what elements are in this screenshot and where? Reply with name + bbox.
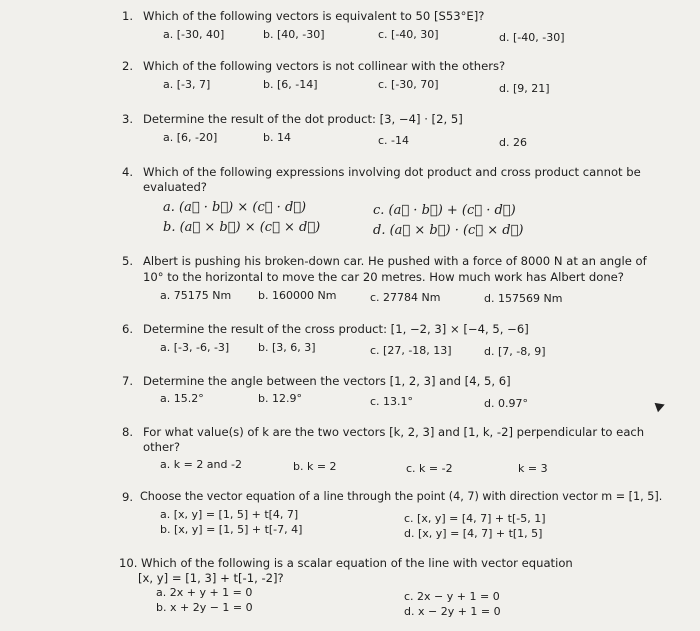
question-text-line-1: Which of the following is a scalar equation of the line with vector equation [141, 556, 573, 570]
option-c[interactable]: c. k = -2 [406, 462, 453, 475]
option-c[interactable]: c. [-30, 70] [378, 78, 439, 91]
option-d[interactable]: d. [7, -8, 9] [484, 345, 546, 358]
question-number: 9. [122, 490, 134, 504]
question-number: 10. [119, 556, 138, 570]
question-text: Determine the angle between the vectors [1, 2, 3] and [4, 5, 6] [143, 374, 511, 388]
question-text: Which of the following vectors is equivalent to 50 [S53°E]? [143, 9, 485, 23]
option-c[interactable]: c. (a⃗ · b⃗) + (c⃗ · d⃗) [373, 203, 516, 218]
option-b[interactable]: b. x + 2y − 1 = 0 [156, 601, 253, 614]
option-d[interactable]: d. 157569 Nm [484, 292, 563, 305]
option-d[interactable]: d. (a⃗ × b⃗) · (c⃗ × d⃗) [373, 223, 524, 238]
question-number: 1. [122, 9, 134, 23]
option-a[interactable]: a. [-3, 7] [163, 78, 211, 91]
option-c[interactable]: c. 2x − y + 1 = 0 [404, 590, 500, 603]
option-a[interactable]: a. 75175 Nm [160, 289, 232, 302]
option-b[interactable]: b. k = 2 [293, 460, 337, 473]
question-text: Determine the result of the dot product: [3, −4] · [2, 5] [143, 112, 463, 126]
option-b[interactable]: b. [6, -14] [263, 78, 318, 91]
question-text-line-2: evaluated? [143, 180, 207, 194]
option-a[interactable]: a. [6, -20] [163, 131, 218, 144]
option-d[interactable]: d. 0.97° [484, 397, 528, 410]
question-number: 3. [122, 112, 134, 126]
option-c[interactable]: c. [x, y] = [4, 7] + t[-5, 1] [404, 512, 546, 525]
option-c[interactable]: c. 13.1° [370, 395, 414, 408]
option-b[interactable]: b. 160000 Nm [258, 289, 337, 302]
option-a[interactable]: a. 2x + y + 1 = 0 [156, 586, 253, 599]
question-text-line-2: 10° to the horizontal to move the car 20 metres. How much work has Albert done? [143, 270, 624, 284]
question-number: 4. [122, 165, 134, 179]
question-text-line-1: Which of the following expressions involving dot product and cross product cannot be [143, 165, 641, 179]
question-number: 6. [122, 322, 134, 336]
question-text-line-1: Albert is pushing his broken-down car. He pushed with a force of 8000 N at an angle of [143, 254, 647, 268]
option-d[interactable]: d. [-40, -30] [499, 31, 565, 44]
option-d[interactable]: d. [x, y] = [4, 7] + t[1, 5] [404, 527, 543, 540]
option-b[interactable]: b. [40, -30] [263, 28, 325, 41]
question-text-line-2: other? [143, 440, 181, 454]
question-text-line-2: [x, y] = [1, 3] + t[-1, -2]? [138, 571, 284, 585]
question-text: Which of the following vectors is not collinear with the others? [143, 59, 506, 73]
question-number: 5. [122, 254, 134, 268]
option-a[interactable]: a. (a⃗ · b⃗) × (c⃗ · d⃗) [163, 200, 307, 215]
question-number: 2. [122, 59, 134, 73]
option-d[interactable]: k = 3 [518, 462, 548, 475]
question-text: Choose the vector equation of a line through the point (4, 7) with direction vector m = [1, 5]. [140, 490, 663, 503]
mouse-cursor-icon [655, 400, 667, 412]
option-b[interactable]: b. [3, 6, 3] [258, 341, 316, 354]
option-b[interactable]: b. (a⃗ × b⃗) × (c⃗ × d⃗) [163, 220, 321, 235]
question-text-line-1: For what value(s) of k are the two vectors [k, 2, 3] and [1, k, -2] perpendicular to each [143, 425, 645, 439]
option-a[interactable]: a. [-30, 40] [163, 28, 225, 41]
option-d[interactable]: d. 26 [499, 136, 527, 149]
option-a[interactable]: a. [x, y] = [1, 5] + t[4, 7] [160, 508, 299, 521]
option-b[interactable]: b. [x, y] = [1, 5] + t[-7, 4] [160, 523, 303, 536]
option-b[interactable]: b. 12.9° [258, 392, 302, 405]
option-d[interactable]: d. [9, 21] [499, 82, 550, 95]
option-b[interactable]: b. 14 [263, 131, 291, 144]
option-c[interactable]: c. [27, -18, 13] [370, 344, 452, 357]
option-c[interactable]: c. [-40, 30] [378, 28, 439, 41]
question-text: Determine the result of the cross product: [1, −2, 3] × [−4, 5, −6] [143, 322, 529, 336]
question-number: 7. [122, 374, 134, 388]
option-d[interactable]: d. x − 2y + 1 = 0 [404, 605, 501, 618]
question-number: 8. [122, 425, 134, 439]
option-a[interactable]: a. [-3, -6, -3] [160, 341, 230, 354]
option-c[interactable]: c. 27784 Nm [370, 291, 441, 304]
option-a[interactable]: a. 15.2° [160, 392, 204, 405]
option-a[interactable]: a. k = 2 and -2 [160, 458, 242, 471]
option-c[interactable]: c. -14 [378, 134, 410, 147]
